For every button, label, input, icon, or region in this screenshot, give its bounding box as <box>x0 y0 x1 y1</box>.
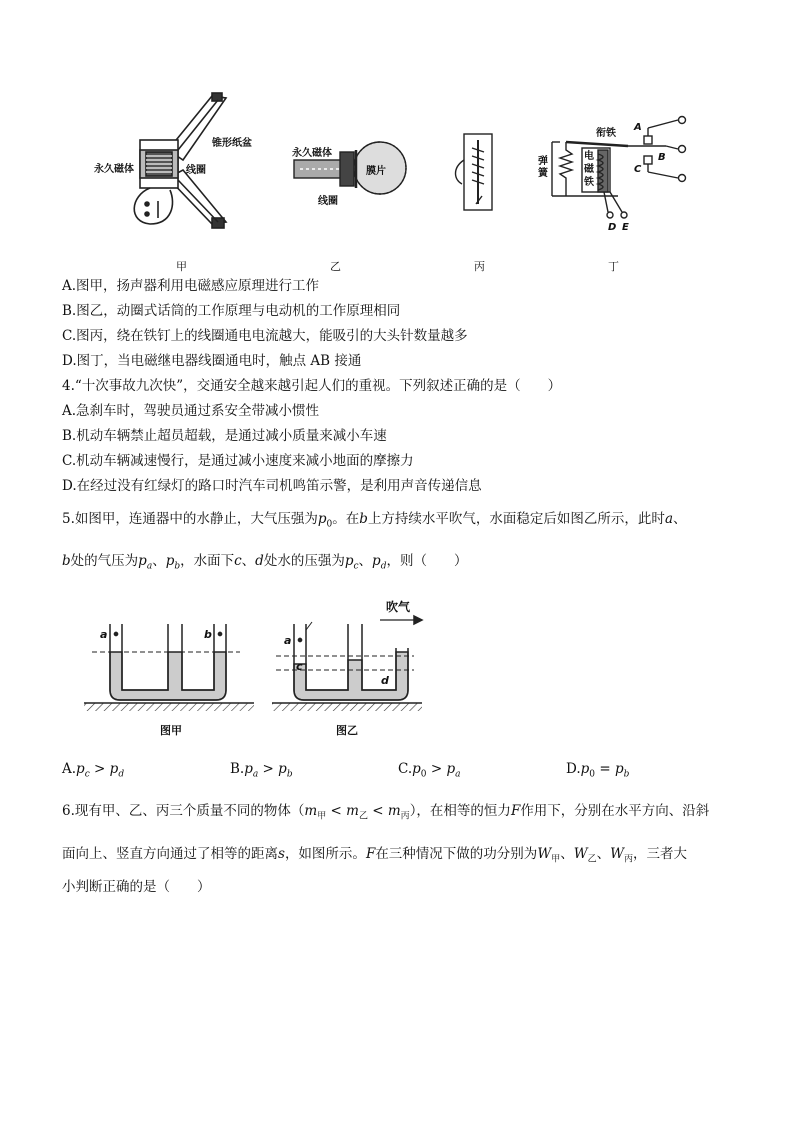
label-cone: 锥形纸盆 <box>212 138 252 149</box>
label-contact-a: A <box>634 122 642 133</box>
q6-line-1: 6.现有甲、乙、丙三个质量不同的物体$(m_甲 < m_乙 < m_丙)$，在相等的恒力F作用下，分别在水平方向、沿斜 <box>62 803 710 822</box>
label-spring: 弹簧 <box>538 156 548 179</box>
q5-option-a: $A.p_c > p_d$ <box>62 761 125 780</box>
label-magnet-a: 永久磁体 <box>94 164 134 175</box>
q5-option-b: $B.p_a > p_b$ <box>230 761 293 780</box>
label-coil-a: 线圈 <box>186 165 206 176</box>
q6-line-2: 面向上、竖直方向通过了相等的距离s，如图所示。F在三种情况下做的功分别为$W_甲$、$W_乙$、$W_丙$，三者大 <box>62 846 688 865</box>
label-blow: 吹气 <box>386 600 411 614</box>
label-armature: 衔铁 <box>596 128 616 139</box>
q4-option-b: B.机动车辆禁止超员超载，是通过减小质量来减小车速 <box>62 428 387 444</box>
label-coil-b: 线圈 <box>318 196 338 207</box>
label-terminal-d: D <box>608 222 617 233</box>
q5-line-2: b处的气压为$p_a$、$p_b$，水面下c、d处水的压强为$p_c$、$p_d$，则（ ） <box>62 553 468 572</box>
q4-stem: 4.“十次事故九次快”，交通安全越来越引起人们的重视。下列叙述正确的是（ ） <box>62 378 562 394</box>
q5-option-d: $D.p_0 = p_b$ <box>566 761 630 780</box>
q6-line-3: 小判断正确的是（ ） <box>62 879 211 895</box>
label-a-yi: a <box>284 634 292 647</box>
q3-option-a: A.图甲，扬声器利用电磁感应原理进行工作 <box>62 278 320 294</box>
q3-option-d: D.图丁，当电磁继电器线圈通电时，触点 AB 接通 <box>62 353 362 369</box>
label-contact-b: B <box>658 152 666 163</box>
label-terminal-e: E <box>622 222 629 233</box>
caption-fig-yi: 图乙 <box>336 724 358 737</box>
caption-bing: 丙 <box>474 260 485 273</box>
q3-option-c: C.图丙，绕在铁钉上的线圈通电电流越大，能吸引的大头针数量越多 <box>62 328 468 344</box>
label-a-jia: a <box>100 628 108 641</box>
label-d-yi: d <box>381 674 389 687</box>
q5-line-1: 5.如图甲，连通器中的水静止，大气压强为$p_0$。在b上方持续水平吹气，水面稳定后如图乙所示，此时a、 <box>62 511 687 530</box>
q4-option-c: C.机动车辆减速慢行，是通过减小速度来减小地面的摩擦力 <box>62 453 414 469</box>
label-b-jia: b <box>204 628 212 641</box>
caption-yi: 乙 <box>330 260 341 273</box>
label-c-yi: c <box>296 660 303 673</box>
q4-option-a: A.急刹车时，驾驶员通过系安全带减小惯性 <box>62 403 320 419</box>
caption-ding: 丁 <box>608 260 619 273</box>
q3-option-b: B.图乙，动圈式话筒的工作原理与电动机的工作原理相同 <box>62 303 401 319</box>
q4-option-d: D.在经过没有红绿灯的路口时汽车司机鸣笛示警，是利用声音传递信息 <box>62 478 482 494</box>
label-electromagnet: 电磁铁 <box>584 151 594 188</box>
q5-option-c: $C.p_0 > p_a$ <box>398 761 461 780</box>
label-diaphragm: 膜片 <box>366 166 386 177</box>
label-magnet-b: 永久磁体 <box>292 148 332 159</box>
caption-jia: 甲 <box>176 260 187 273</box>
label-contact-c: C <box>634 164 642 175</box>
caption-fig-jia: 图甲 <box>160 724 182 737</box>
